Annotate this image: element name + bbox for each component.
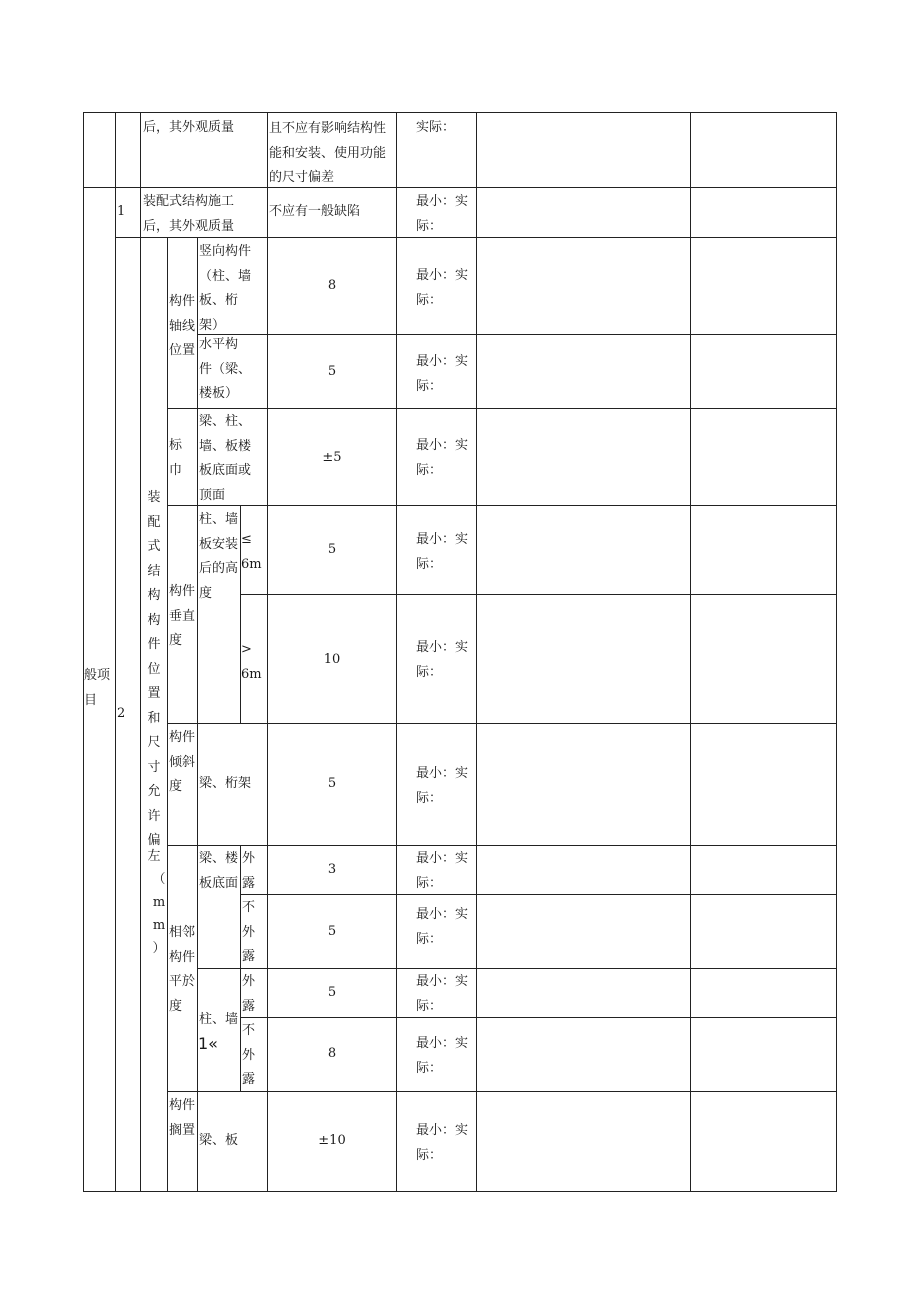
cell-flat-row1-e1 bbox=[476, 845, 691, 895]
cell-item1-empty-1 bbox=[476, 187, 691, 238]
cell-flat-row1-e2 bbox=[690, 845, 837, 895]
flatness-beam-name: 梁、楼 板底面 bbox=[199, 851, 239, 891]
bearing-measure: 最小：实 际： bbox=[416, 1123, 469, 1163]
top-description: 后，其外观质量 bbox=[143, 120, 235, 135]
bearing-tolerance: ±10 bbox=[318, 1133, 346, 1148]
item2-unit-label: （ m m ） bbox=[152, 872, 166, 956]
elevation-label: 标 巾 bbox=[169, 438, 183, 478]
cell-top-col1 bbox=[83, 112, 116, 188]
flat-row2-measure: 最小：实 际： bbox=[416, 907, 469, 947]
cell-incl-e1 bbox=[476, 723, 691, 846]
axis-row1-measure: 最小：实 际： bbox=[416, 268, 469, 308]
elevation-measure: 最小：实 际： bbox=[416, 438, 469, 478]
general-group-label: 般项 目 bbox=[84, 668, 111, 708]
axis-label: 构件 轴线 位置 bbox=[169, 294, 196, 358]
axis-row2-name: 水平构 件（梁、 楼板） bbox=[199, 337, 252, 401]
cell-vert-row1-e1 bbox=[476, 505, 691, 595]
flat-row4-cond: 不 外 露 bbox=[242, 1023, 256, 1087]
flat-row4-measure: 最小：实 际： bbox=[416, 1036, 469, 1076]
flat-row3-measure: 最小：实 际： bbox=[416, 974, 469, 1014]
flat-row1-measure: 最小：实 际： bbox=[416, 851, 469, 891]
vert-row2-cond: > 6m bbox=[241, 642, 262, 682]
vert-row2-measure: 最小：实 际： bbox=[416, 640, 469, 680]
cell-flat-row3-e2 bbox=[690, 968, 837, 1018]
item2-category-label: 装 配 式 结 构 构 件 位 置 和 尺 寸 允 许 偏 bbox=[147, 490, 161, 848]
cell-vert-row2-e1 bbox=[476, 594, 691, 724]
inclination-label: 构件 倾斜 度 bbox=[169, 730, 196, 794]
item1-no: 1 bbox=[117, 204, 126, 219]
item1-requirement: 不应有一般缺陷 bbox=[269, 204, 361, 219]
cell-vert-row1-e2 bbox=[690, 505, 837, 595]
cell-flat-row2-e2 bbox=[690, 894, 837, 969]
cell-axis-row2-e2 bbox=[690, 334, 837, 409]
axis-row2-measure: 最小：实 际： bbox=[416, 354, 469, 394]
inclination-measure: 最小：实 际： bbox=[416, 766, 469, 806]
elevation-tolerance: ±5 bbox=[322, 450, 342, 465]
cell-axis-row2-e1 bbox=[476, 334, 691, 409]
cell-flat-row4-e2 bbox=[690, 1017, 837, 1092]
cell-axis-row1-e2 bbox=[690, 237, 837, 335]
inclination-name: 梁、桁架 bbox=[199, 776, 252, 791]
cell-top-col2 bbox=[115, 112, 141, 188]
item1-measure: 最小：实 际： bbox=[416, 194, 469, 234]
bearing-name: 梁、板 bbox=[199, 1133, 239, 1148]
elevation-name: 梁、柱、 墙、板楼 板底面或 顶面 bbox=[199, 414, 252, 503]
cell-axis-row1-e1 bbox=[476, 237, 691, 335]
cell-flat-row4-e1 bbox=[476, 1017, 691, 1092]
inclination-tolerance: 5 bbox=[327, 776, 337, 791]
vert-row1-tolerance: 5 bbox=[327, 542, 337, 557]
item2-no: 2 bbox=[117, 706, 126, 721]
cell-item1-empty-2 bbox=[690, 187, 837, 238]
cell-top-empty-2 bbox=[690, 112, 837, 188]
cell-top-empty-1 bbox=[476, 112, 691, 188]
cell-elev-e1 bbox=[476, 408, 691, 506]
flat-row4-tolerance: 8 bbox=[327, 1046, 337, 1061]
cell-incl-e2 bbox=[690, 723, 837, 846]
flatness-column-suffix: 1« bbox=[198, 1034, 218, 1053]
vert-row1-cond: ≤ 6m bbox=[241, 532, 262, 572]
flat-row1-tolerance: 3 bbox=[327, 862, 337, 877]
cell-flat-row2-e1 bbox=[476, 894, 691, 969]
axis-row1-tolerance: 8 bbox=[327, 278, 337, 293]
flat-row3-tolerance: 5 bbox=[327, 985, 337, 1000]
verticality-label: 构件 垂直 度 bbox=[169, 584, 196, 648]
vert-row1-measure: 最小：实 际： bbox=[416, 532, 469, 572]
cell-elev-e2 bbox=[690, 408, 837, 506]
verticality-name: 柱、墙 板安装 后的高 度 bbox=[199, 512, 239, 601]
vert-row2-tolerance: 10 bbox=[323, 652, 341, 667]
flat-row2-cond: 不 外 露 bbox=[242, 900, 256, 964]
flat-row2-tolerance: 5 bbox=[327, 924, 337, 939]
top-measure: 实际： bbox=[416, 120, 456, 135]
flat-row3-cond: 外 露 bbox=[242, 974, 256, 1014]
cell-vert-row2-e2 bbox=[690, 594, 837, 724]
cell-flat-row3-e1 bbox=[476, 968, 691, 1018]
axis-row2-tolerance: 5 bbox=[327, 364, 337, 379]
flatness-column-name: 柱、墙 bbox=[199, 1012, 239, 1027]
item1-description: 装配式结构施工 后，其外观质量 bbox=[143, 194, 235, 234]
cell-bear-e1 bbox=[476, 1091, 691, 1192]
flat-row1-cond: 外 露 bbox=[242, 851, 256, 891]
top-requirement: 且不应有影响结构性 能和安装、使用功能 的尺寸偏差 bbox=[269, 121, 387, 185]
flatness-label: 相邻 构件 平於 度 bbox=[169, 925, 196, 1014]
bearing-label: 构件 搁置 bbox=[169, 1098, 196, 1138]
cell-bear-e2 bbox=[690, 1091, 837, 1192]
item2-category-tail: 左 bbox=[147, 849, 161, 864]
axis-row1-name: 竖向构件 （柱、墙 板、桁 架） bbox=[199, 244, 252, 333]
